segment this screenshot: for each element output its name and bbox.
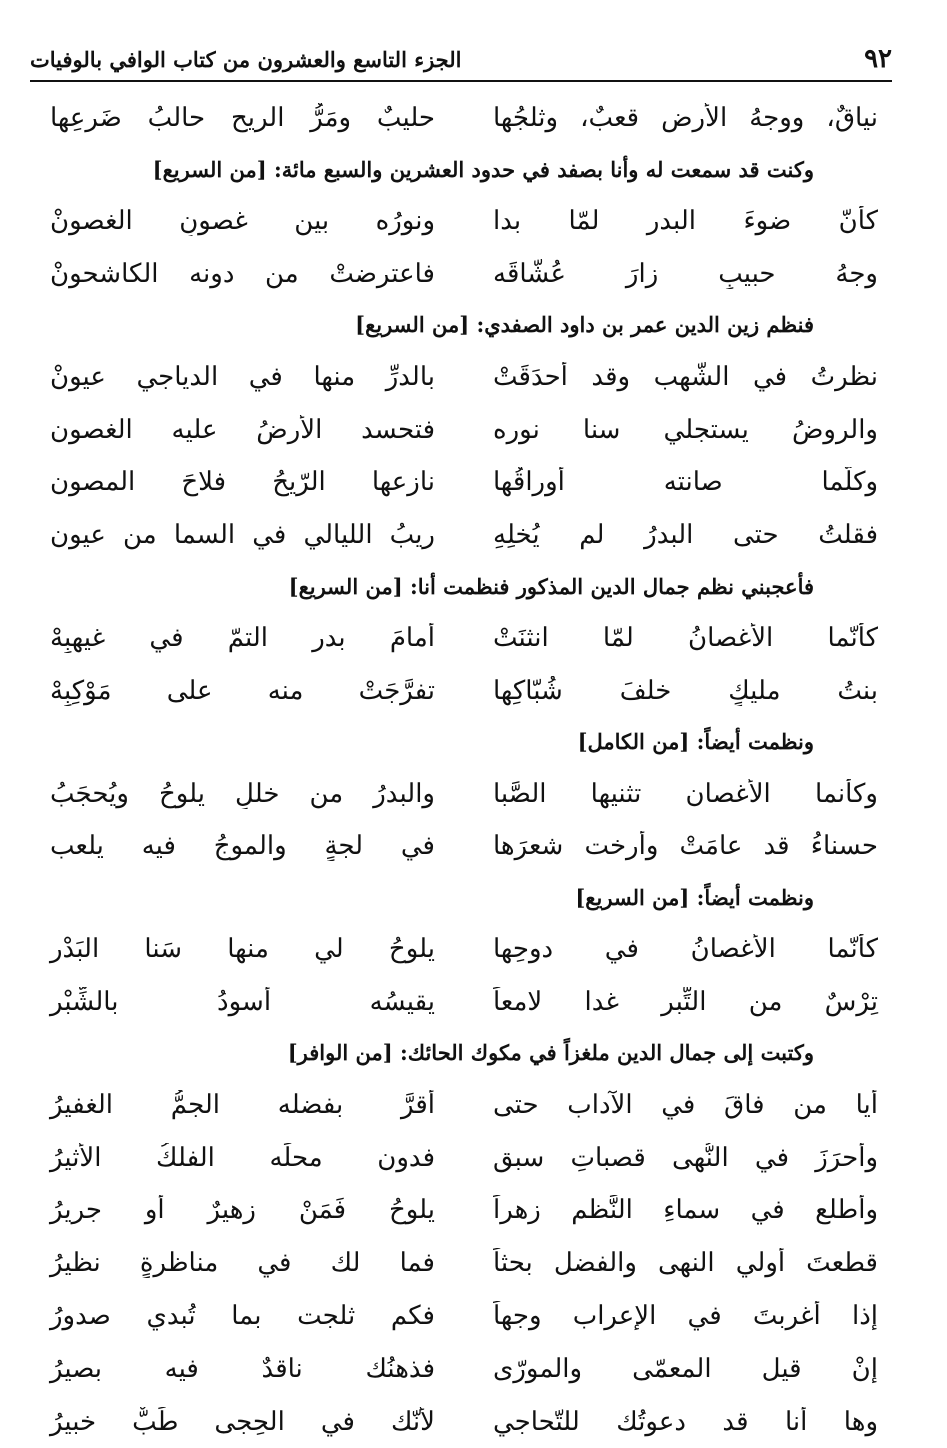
second-hemistich: فذهنُك ناقدٌ فيه بصيرُ — [50, 1353, 435, 1384]
first-hemistich: كأنّ ضوءَ البدرِ لمّا بدا — [493, 206, 878, 237]
first-hemistich: فقلتُ حتى البدرُ لم يُخلِهِ — [493, 520, 878, 551]
first-hemistich: وها أنا قد دعوتُك للتّحاجي — [493, 1406, 878, 1437]
first-hemistich: والروضُ يستجلي سنا نوره — [493, 414, 878, 445]
page-number: ٩٢ — [864, 44, 892, 74]
second-hemistich: نازعها الرّيحُ فلاحَ المصون — [50, 467, 435, 498]
first-hemistich: كأنّما الأغصانُ في دوحِها — [493, 934, 878, 965]
first-hemistich: وجهُ حبيبٍ زارَ عُشّاقَه — [493, 258, 878, 289]
verse-line — [30, 1184, 892, 1237]
first-hemistich: وأحرَزَ في النُّهى قصباتِ سبقٍ — [493, 1142, 878, 1173]
first-hemistich: حسناءُ قد عامَتْ وأرخت شعرَها — [493, 831, 878, 862]
second-hemistich: لأنّك في الحِجى طَبٌّ خبيرُ — [50, 1406, 435, 1437]
verse-line — [30, 92, 892, 145]
page-header — [30, 38, 892, 82]
first-hemistich: تِرْسٌ من التِّبرِ غدا لامعاً — [493, 986, 878, 1017]
second-hemistich: أقرَّ بفضله الجمُّ الغفيرُ — [50, 1089, 435, 1120]
prose-line: وكتبت إلى جمال الدين ملغزاً في مكوك الحائك: [من الوافر] — [287, 1040, 814, 1066]
verse-line — [30, 664, 892, 717]
verse-line — [30, 403, 892, 456]
first-hemistich: قطعتَ أولي النهى والفضل بحثاً — [493, 1248, 878, 1279]
verse-line — [30, 1237, 892, 1290]
verse-line — [30, 1395, 892, 1448]
second-hemistich: فكم ثلجت بما تُبدي صدورُ — [50, 1300, 435, 1331]
verse-line — [30, 820, 892, 873]
running-title: الجزء التاسع والعشرون من كتاب الوافي بالوفيات — [30, 46, 462, 72]
second-hemistich: يقيسُه أسودُ بالشِّبْرِ — [50, 986, 435, 1017]
first-hemistich: كأنّما الأغصانُ لمّا انثنَتْ — [493, 622, 878, 653]
verse-line — [30, 350, 892, 403]
second-hemistich: أمامَ بدرِ التمّ في غيهبِهْ — [50, 622, 435, 653]
second-hemistich: والبدرُ من خللٍ يلوحُ ويُحجَبُ — [50, 778, 435, 809]
prose-line: وكنت قد سمعت له وأنا بصفد في حدود العشرين والسبع مائة: [من السريع] — [152, 156, 814, 182]
first-hemistich: وكأنما الأغصان تثنيها الصَّبا — [493, 778, 878, 809]
first-hemistich: وأطلع في سماءِ النَّظمِ زهراً — [493, 1195, 878, 1226]
page-body — [30, 92, 892, 1448]
first-hemistich: إنْ قيل المعمّى والمورّى — [493, 1353, 878, 1384]
prose-line: ونظمت أيضاً: [من السريع] — [575, 884, 814, 910]
second-hemistich: بالدرِّ منها في الدياجي عيونْ — [50, 361, 435, 392]
prose-line: فنظم زين الدين عمر بن داود الصفدي: [من السريع] — [355, 312, 814, 338]
verse-line — [30, 976, 892, 1029]
first-hemistich: وكلّما صانته أوراقُها — [493, 467, 878, 498]
first-hemistich: نياقٌ، ووجهُ الأرض قعبٌ، وثلجُها — [493, 103, 878, 134]
verse-line — [30, 1290, 892, 1343]
second-hemistich: فتحسد الأرضُ عليه الغصون — [50, 414, 435, 445]
verse-line — [30, 1131, 892, 1184]
verse-line — [30, 456, 892, 509]
second-hemistich: ريبُ الليالي في السما من عيون — [50, 520, 435, 551]
second-hemistich: تفرَّجَتْ منه على مَوْكِبِهْ — [50, 675, 435, 706]
second-hemistich: فاعترضتْ من دونه الكاشحونْ — [50, 258, 435, 289]
first-hemistich: نظرتُ في الشُّهب وقد أحدَقَتْ — [493, 361, 878, 392]
second-hemistich: ونورُه بين غصونِ الغصونْ — [50, 206, 435, 237]
verse-line — [30, 923, 892, 976]
first-hemistich: بنتُ مليكٍ خلفَ شُبّاكِها — [493, 675, 878, 706]
verse-line — [30, 612, 892, 665]
second-hemistich: يلوحُ فَمَنْ زهيرٌ أو جريرُ — [50, 1195, 435, 1226]
verse-line — [30, 1342, 892, 1395]
verse-line — [30, 248, 892, 301]
first-hemistich: أيا من فاقَ في الآداب حتى — [493, 1089, 878, 1120]
second-hemistich: حليبٌ ومَرُّ الريح حالبُ ضَرعِها — [50, 103, 435, 134]
prose-line: فأعجبني نظم جمال الدين المذكور فنظمت أنا: [من السريع] — [288, 573, 814, 599]
prose-line: ونظمت أيضاً: [من الكامل] — [577, 729, 814, 755]
verse-line — [30, 509, 892, 562]
second-hemistich: يلوحُ لي منها سَنا البَدْرِ — [50, 934, 435, 965]
verse-line — [30, 1078, 892, 1131]
second-hemistich: في لجةٍ والموجُ فيه يلعب — [50, 831, 435, 862]
second-hemistich: فدون محلِّه الفلكُ الأثيرُ — [50, 1142, 435, 1173]
verse-line — [30, 767, 892, 820]
first-hemistich: إذا أغربتَ في الإعراب وجهاً — [493, 1300, 878, 1331]
second-hemistich: فما لك في مناظرةٍ نظيرُ — [50, 1248, 435, 1279]
verse-line — [30, 195, 892, 248]
